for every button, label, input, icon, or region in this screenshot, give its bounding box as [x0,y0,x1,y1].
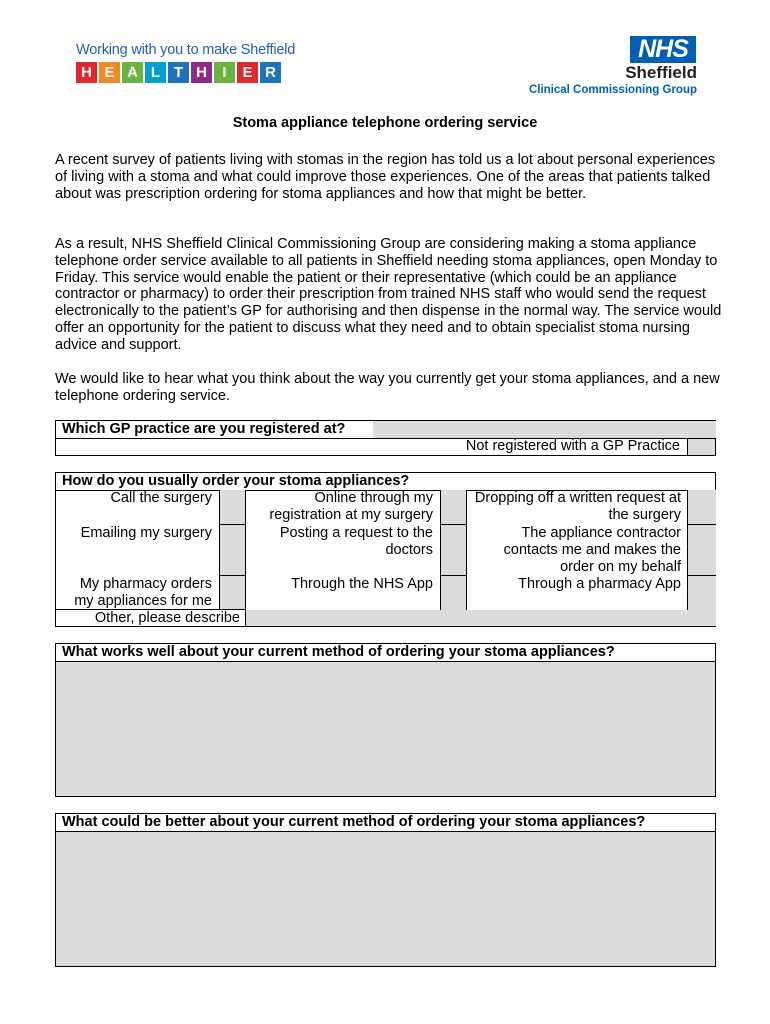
order-checkbox-column-1 [219,490,246,610]
healthier-letter: L [145,62,166,83]
option-online-label: Online through my registration at my surgery [269,490,433,523]
healthier-letter: A [122,62,143,83]
healthier-letter: T [168,62,189,83]
healthier-letter: E [99,62,120,83]
healthier-tagline: Working with you to make Sheffield [76,42,296,58]
intro-paragraph-1: A recent survey of patients living with stomas in the region has told us a lot about personal experiences of living with a stoma and what could improve those experiences. One of the areas that patients talked about was prescription ordering for stoma appliances and how that might be better. [55,152,716,202]
option-other-label: Other, please describe [94,610,240,626]
gp-practice-input[interactable] [373,421,716,438]
intro-paragraph-3: We would like to hear what you think about the way you currently get your stoma appliances, and a new telephone ordering service. [55,371,720,404]
option-posting-label: Posting a request to the doctors [279,525,433,558]
healthier-letters [76,62,281,83]
option-nhs-app-label: Through the NHS App [291,576,433,592]
order-checkbox-column-2 [440,490,467,610]
nhs-logo-badge: NHS [630,36,696,63]
gp-practice-question: Which GP practice are you registered at? [62,421,346,437]
option-pharmacy-app-label: Through a pharmacy App [518,576,681,592]
healthier-letter: H [76,62,97,83]
could-be-better-question: What could be better about your current method of ordering your stoma appliances? [62,814,646,830]
option-emailing-label: Emailing my surgery [80,525,212,541]
could-be-better-answer-input[interactable] [56,832,715,966]
healthier-letter: E [237,62,258,83]
document-title: Stoma appliance telephone ordering service [232,115,538,131]
not-registered-checkbox[interactable] [687,439,716,455]
healthier-letter: H [191,62,212,83]
option-dropping-label: Dropping off a written request at the surgery [474,490,681,523]
nhs-logo-city: Sheffield [625,63,697,82]
intro-paragraph-2: As a result, NHS Sheffield Clinical Commissioning Group are considering making a stoma appliance telephone order service available to all patients in Sheffield needing stoma appliances, open Monday to Friday. This service would enable the patient or their representative (which could be an appliance contractor or pharmacy) to order their prescription from trained NHS staff who would send the request electronically to the patient’s GP for authorising and then dispense in the normal way. The service would offer an opportunity for the patient to discuss what they need and to obtain specialist stoma nursing advice and support. [55,236,722,353]
option-contractor-label: The appliance contractor contacts me and makes the order on my behalf [503,525,681,575]
nhs-logo-org: Clinical Commissioning Group [528,84,697,96]
order-checkbox-column-3 [687,490,716,610]
healthier-letter: R [260,62,281,83]
order-method-question: How do you usually order your stoma appliances? [62,473,410,489]
option-call-label: Call the surgery [110,490,212,506]
option-pharmacy-orders-label: My pharmacy orders my appliances for me [74,576,212,609]
not-registered-label: Not registered with a GP Practice [465,438,680,454]
other-describe-input[interactable] [246,610,716,626]
works-well-answer-input[interactable] [56,662,715,796]
works-well-question: What works well about your current method of ordering your stoma appliances? [62,644,615,660]
healthier-letter: I [214,62,235,83]
